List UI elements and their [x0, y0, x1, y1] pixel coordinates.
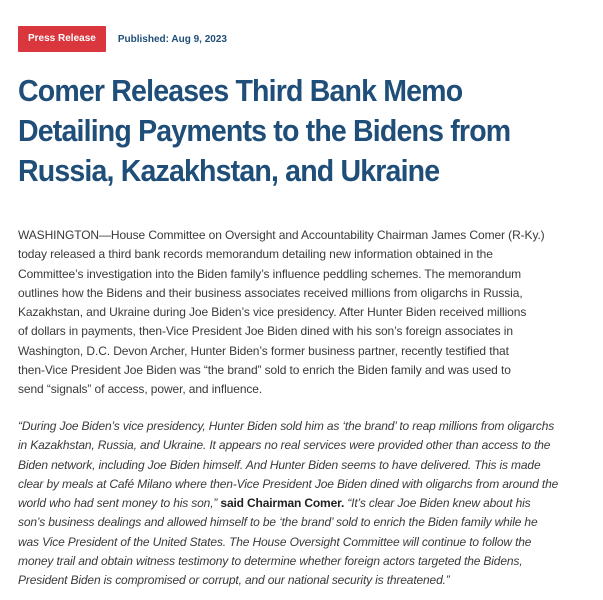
published-date: Published: Aug 9, 2023 — [117, 33, 227, 45]
article-body — [18, 226, 588, 400]
paragraph-line: outlines how the Bidens and their business associates received millions from oligarchs in Russia, — [18, 285, 523, 300]
quote-line: was Vice President of the United States. The House Oversight Committee will continue to follow the — [18, 534, 532, 549]
intro-paragraph — [18, 226, 588, 400]
paragraph-line: Kazakhstan, and Ukraine during Joe Biden’s vice presidency. After Hunter Biden received millions — [18, 305, 527, 320]
article-title — [18, 71, 542, 191]
quote-fragment: world who had sent money to his son,” — [18, 496, 221, 511]
paragraph-line: Washington, D.C. Devon Archer, Hunter Biden’s former business partner, recently testified that — [18, 343, 509, 358]
quote-line: “During Joe Biden’s vice presidency, Hunter Biden sold him as ‘the brand’ to reap millions from oligarchs — [18, 419, 555, 433]
quote-line-attribution — [18, 494, 588, 513]
quote-line: President Biden is compromised or corrupt, and our national security is threatened.” — [18, 573, 450, 588]
chairman-quote — [18, 417, 588, 591]
quote-line: money trail and obtain witness testimony to determine whether foreign actors targeted the Bidens, — [18, 554, 523, 569]
paragraph-line: of dollars in payments, then-Vice President Joe Biden dined with his son’s foreign associates in — [18, 324, 513, 339]
press-release-badge[interactable]: Press Release — [18, 26, 106, 52]
quote-line: son’s business dealings and allowed himself to be ‘the brand’ sold to enrich the Biden family while he — [18, 515, 538, 530]
paragraph-line: today released a third bank records memorandum detailing new information obtained in the — [18, 247, 493, 262]
quote-speaker: said Chairman Comer. — [220, 496, 345, 511]
paragraph-line: send “signals” of access, power, and influence. — [18, 382, 263, 397]
title-line: Detailing Payments to the Bidens from — [18, 113, 511, 148]
paragraph-line: WASHINGTON—House Committee on Oversight and Accountability Chairman James Comer (R-Ky.) — [18, 228, 545, 242]
title-line: Comer Releases Third Bank Memo — [18, 73, 463, 108]
paragraph-line: Committee’s investigation into the Biden family’s influence peddling schemes. The memorandum — [18, 266, 522, 281]
quote-line: in Kazakhstan, Russia, and Ukraine. It appears no real services were provided other than access to the — [18, 438, 551, 453]
paragraph-line: then-Vice President Joe Biden was “the brand” sold to enrich the Biden family and was used to — [18, 363, 511, 378]
quote-line: clear by meals at Café Milano where then-Vice President Joe Biden dined with oligarchs from around the — [18, 476, 559, 491]
title-line: Russia, Kazakhstan, and Ukraine — [18, 153, 440, 188]
quote-line: Biden network, including Joe Biden himself. And Hunter Biden seems to have delivered. This is made — [18, 457, 541, 472]
quote-fragment: “It’s clear Joe Biden knew about his — [344, 496, 531, 511]
article-meta — [18, 26, 227, 52]
